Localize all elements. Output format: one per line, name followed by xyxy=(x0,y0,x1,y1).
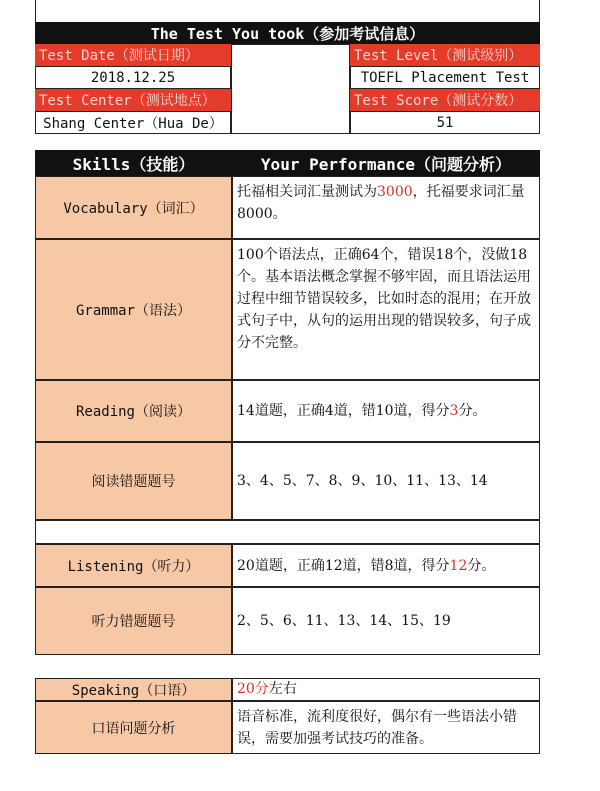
test-info-title: The Test You took（参加考试信息） xyxy=(35,22,540,44)
speaking-skill: Speaking（口语） xyxy=(35,678,232,701)
test-center-value: Shang Center（Hua De） xyxy=(35,111,231,134)
test-score-label: Test Score（测试分数） xyxy=(350,89,540,111)
top-border-left xyxy=(35,0,36,22)
listening-wrong-list: 2、5、6、11、13、14、15、19 xyxy=(232,587,540,655)
vocabulary-text-a: 托福相关词汇量测试为 xyxy=(237,184,377,200)
listening-wrong-skill: 听力错题题号 xyxy=(35,587,232,655)
grammar-skill: Grammar（语法） xyxy=(35,239,232,380)
listening-performance xyxy=(232,544,540,587)
listening-highlight: 12 xyxy=(449,557,468,574)
speaking-performance xyxy=(232,678,540,701)
reading-performance xyxy=(232,380,540,442)
reading-wrong-skill: 阅读错题题号 xyxy=(35,442,232,520)
speaking-analysis-text: 语音标准，流利度很好，偶尔有一些语法小错误，需要加强考试技巧的准备。 xyxy=(232,701,540,754)
reading-skill: Reading（阅读） xyxy=(35,380,232,442)
speaking-text: 左右 xyxy=(268,681,297,697)
vocabulary-skill: Vocabulary（词汇） xyxy=(35,176,232,239)
reading-wrong-list: 3、4、5、7、8、9、10、11、13、14 xyxy=(232,442,540,520)
top-border-right xyxy=(539,0,540,22)
test-date-label: Test Date（测试日期） xyxy=(35,44,231,66)
listening-skill: Listening（听力） xyxy=(35,544,232,587)
skills-header: Skills（技能） xyxy=(35,150,232,176)
vocabulary-performance xyxy=(232,176,540,239)
test-date-value: 2018.12.25 xyxy=(35,66,231,89)
listening-text-a: 20道题，正确12道，错8道，得分 xyxy=(237,557,450,574)
test-level-value: TOEFL Placement Test xyxy=(350,66,540,89)
grammar-performance: 100个语法点，正确64个，错误18个，没做18个。基本语法概念掌握不够牢固，而且语法运用过程中细节错误较多，比如时态的混用；在开放式句子中，从句的运用出现的错误较多，句子成分不完整。 xyxy=(232,239,540,380)
reading-highlight: 3 xyxy=(449,403,459,419)
test-level-label: Test Level（测试级别） xyxy=(350,44,540,66)
vocabulary-highlight: 3000 xyxy=(377,184,413,200)
test-center-label: Test Center（测试地点） xyxy=(35,89,231,111)
blank-cell-middle xyxy=(231,44,350,134)
speaking-analysis-skill: 口语问题分析 xyxy=(35,701,232,754)
listening-text-b: 分。 xyxy=(467,557,496,574)
speaking-highlight: 20分 xyxy=(237,681,269,697)
reading-text-b: 分。 xyxy=(458,403,487,419)
reading-text-a: 14道题，正确4道，错10道，得分 xyxy=(237,403,450,419)
performance-header: Your Performance（问题分析） xyxy=(232,150,540,176)
test-score-value: 51 xyxy=(350,111,540,134)
empty-row xyxy=(35,520,540,544)
vocabulary-text-b: ，托福要求词汇量8000。 xyxy=(237,184,525,222)
